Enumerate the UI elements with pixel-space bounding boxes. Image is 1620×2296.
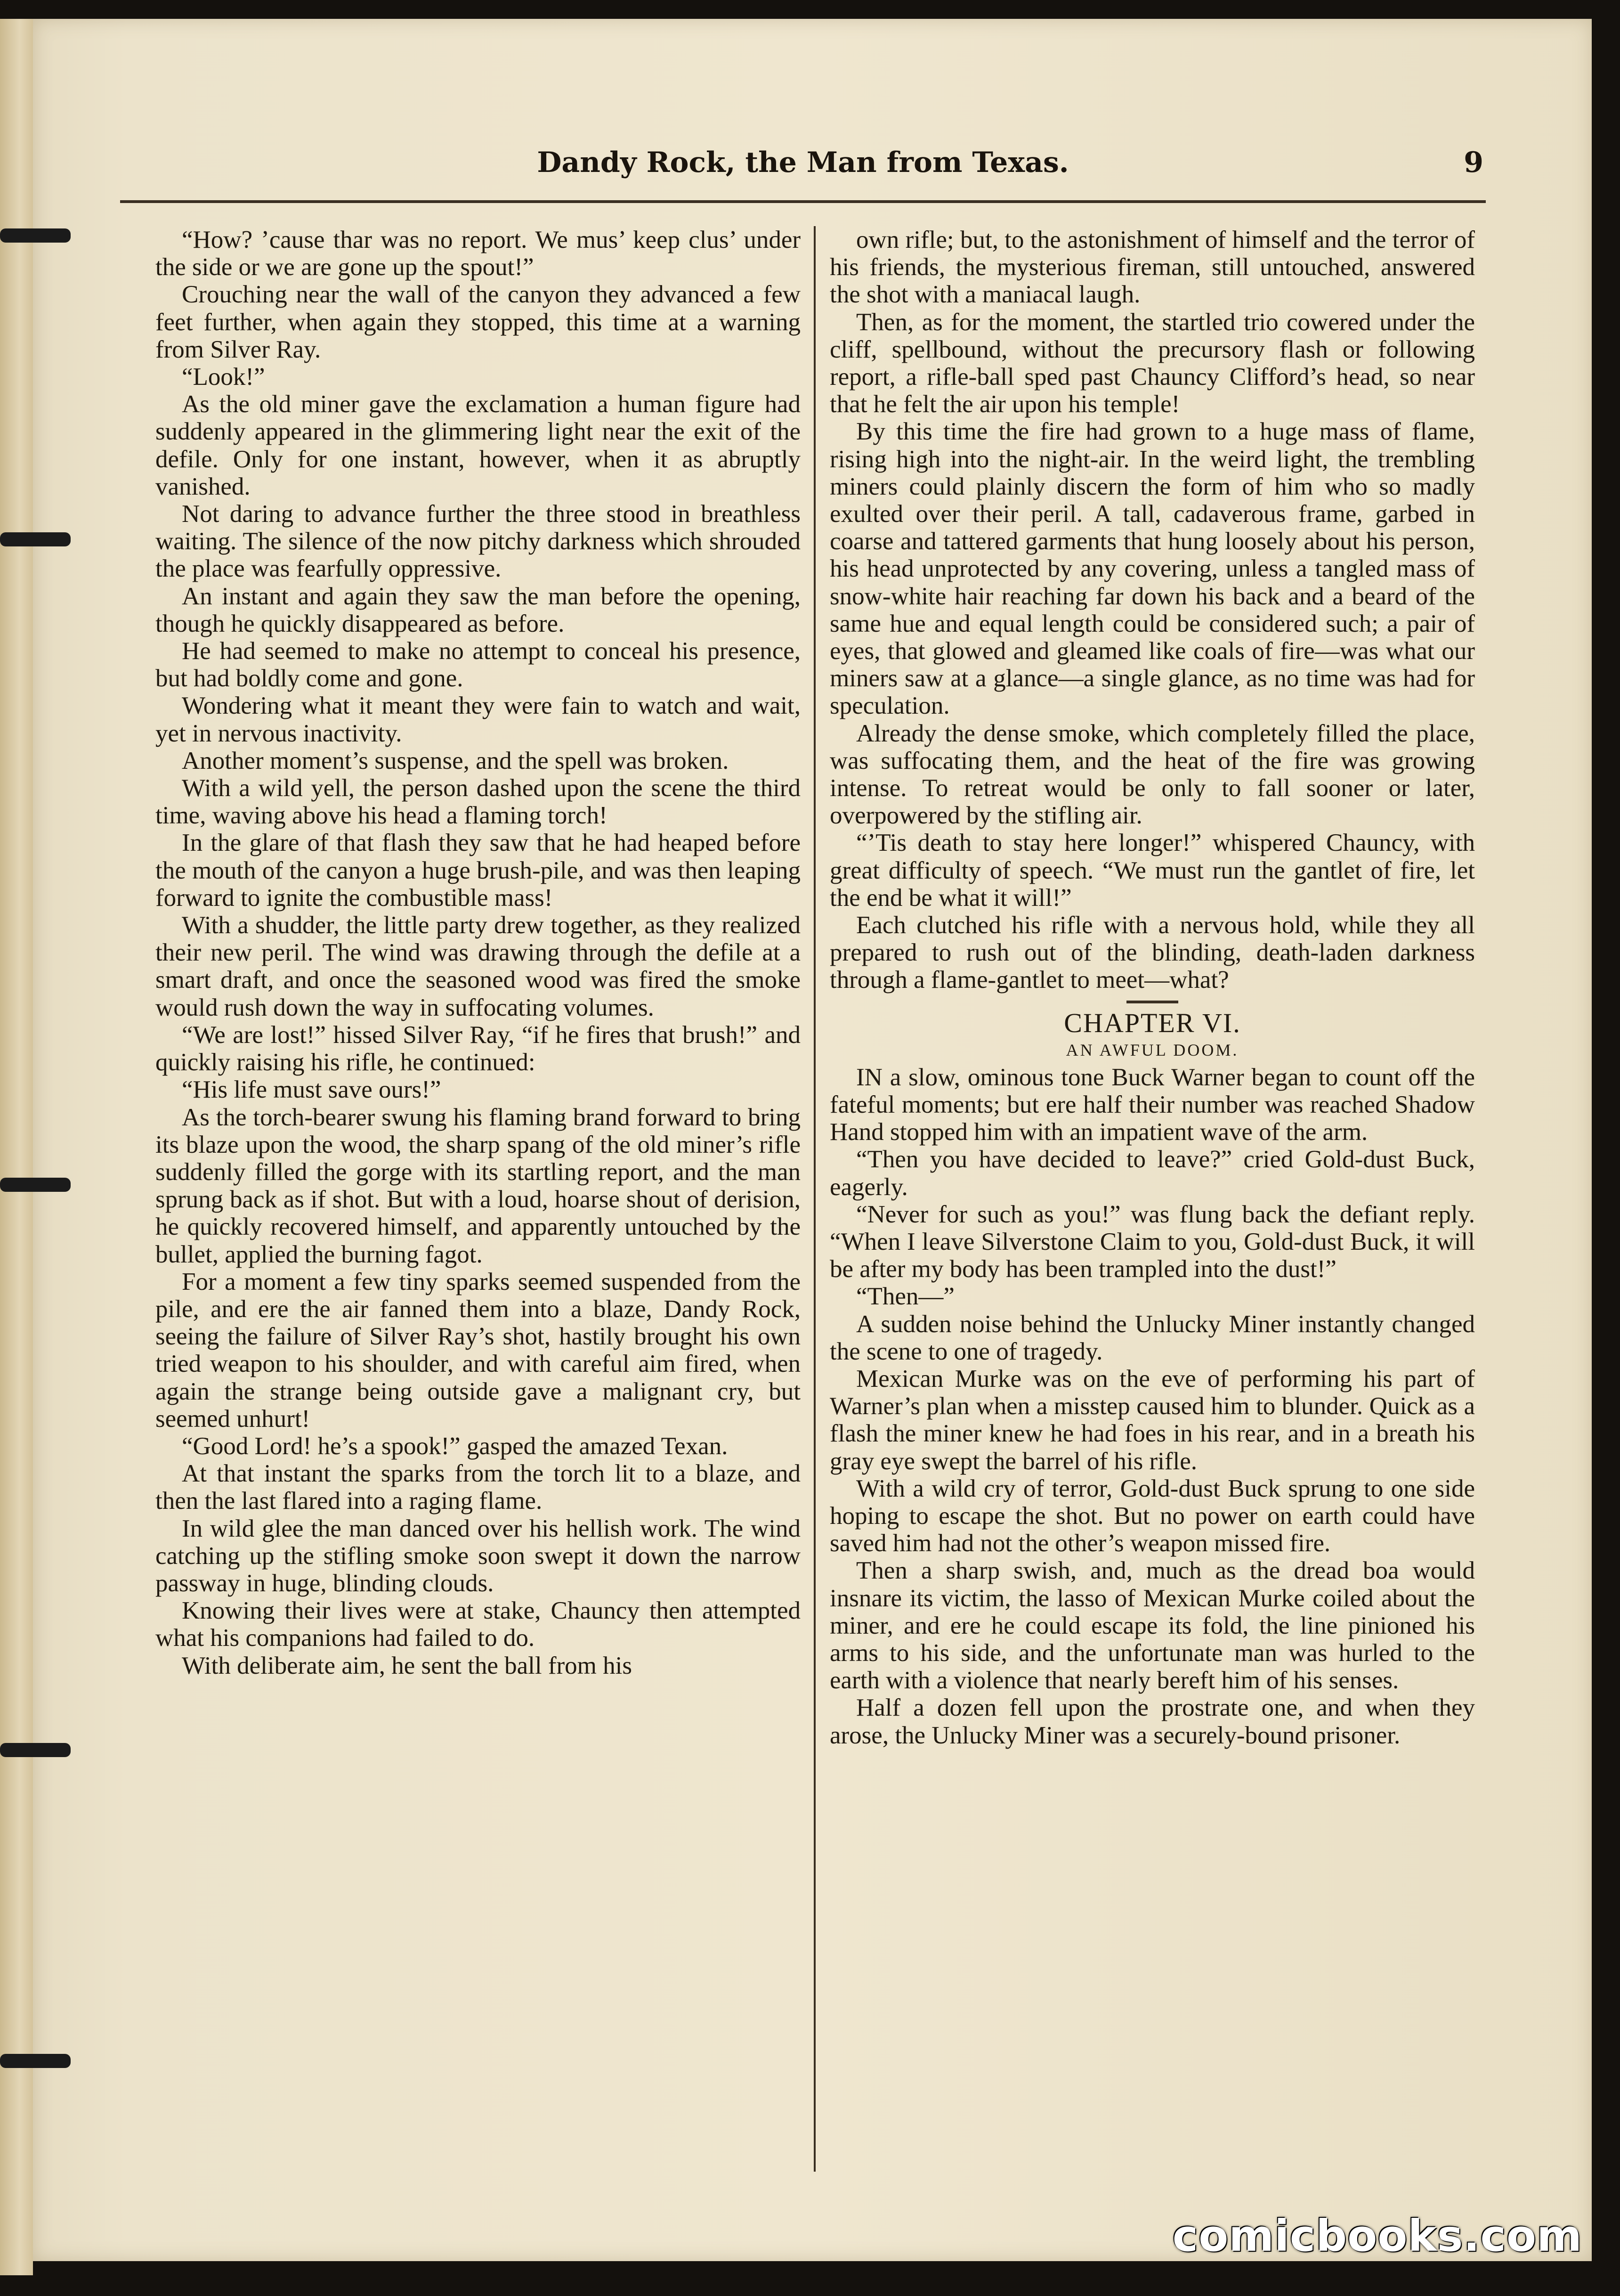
book-spine-edge (0, 19, 33, 2275)
paragraph: With a wild yell, the person dashed upon the scene the third time, waving above his head a flaming torch! (155, 774, 801, 830)
paragraph: He had seemed to make no attempt to conceal his presence, but had boldly come and gone. (155, 637, 801, 692)
paragraph: At that instant the sparks from the torch lit to a blaze, and then the last flared into a raging flame. (155, 1460, 801, 1515)
paragraph: With a shudder, the little party drew together, as they realized their new peril. The wind was drawing through the defile at a smart draft, and once the seasoned wood was fired the smoke would rush down the way in suffocating volumes. (155, 912, 801, 1021)
paragraph: “His life must save ours!” (182, 1076, 441, 1104)
paragraph: “Look!” (182, 363, 265, 391)
paragraph: Then a sharp swish, and, much as the dread boa would insnare its victim, the lasso of Mexican Murke coiled about the miner, and ere he could escape its fold, the line pinioned his arms to his side, and the unfortunate man was hurled to the earth with a violence that nearly bereft him of his senses. (830, 1557, 1475, 1694)
paragraph: Half a dozen fell upon the prostrate one, and when they arose, the Unlucky Miner was a securely-bound prisoner. (830, 1694, 1475, 1749)
chapter-body (830, 1064, 1475, 1749)
chapter-title: AN AWFUL DOOM. (1066, 1040, 1239, 1059)
paragraph: With deliberate aim, he sent the ball from his (182, 1652, 632, 1679)
paragraph: Not daring to advance further the three stood in breathless waiting. The silence of the now pitchy darkness which shrouded the place was fearfully oppressive. (155, 500, 801, 583)
paragraph: IN a slow, ominous tone Buck Warner began to count off the fateful moments; but ere half their number was reached Shadow Hand stopped him with an impatient wave of the arm. (830, 1063, 1475, 1146)
column-divider (814, 226, 816, 2172)
right-column-continuation (830, 226, 1475, 994)
paragraph: “How? ’cause thar was no report. We mus’ keep clus’ under the side or we are gone up the spout!” (155, 226, 801, 281)
paragraph: Then, as for the moment, the startled trio cowered under the cliff, spellbound, without the precursory flash or following report, a rifle-ball sped past Chauncy Clifford’s head, so near that he felt the air upon his temple! (830, 308, 1475, 418)
page-number: 9 (1464, 146, 1483, 179)
paragraph: “Good Lord! he’s a spook!” gasped the amazed Texan. (182, 1432, 728, 1460)
paragraph: By this time the fire had grown to a huge mass of flame, rising high into the night-air. In the weird light, the trembling miners could plainly discern the form of him who so madly exulted over their peril. A tall, cadaverous frame, garbed in coarse and tattered garments that hung loosely about his person, his head unprotected by any covering, unless a tangled mass of snow-white hair reaching far down his back and a beard of the same hue and equal length could be considered such; a pair of eyes, that glowed and gleamed like coals of fire—was what our miners saw at a glance—a single glance, as no time was had for speculation. (830, 418, 1475, 720)
paragraph: own rifle; but, to the astonishment of himself and the terror of his friends, the mysterious fireman, still untouched, answered the shot with a maniacal laugh. (830, 226, 1475, 309)
binding-string-mark (0, 2054, 71, 2068)
paragraph: In wild glee the man danced over his hellish work. The wind catching up the stifling smoke soon swept it down the narrow passway in huge, blinding clouds. (155, 1514, 801, 1597)
paragraph: A sudden noise behind the Unlucky Miner instantly changed the scene to one of tragedy. (830, 1310, 1475, 1365)
paragraph: “Never for such as you!” was flung back the defiant reply. “When I leave Silverstone Claim to you, Gold-dust Buck, it will be after my body has been trampled into the dust!” (830, 1200, 1475, 1283)
paragraph: With a wild cry of terror, Gold-dust Buck sprung to one side hoping to escape the shot. But no power on earth could have saved him had not the other’s weapon missed fire. (830, 1474, 1475, 1557)
paragraph: “Then—” (856, 1283, 955, 1311)
paragraph: Another moment’s suspense, and the spell was broken. (182, 747, 729, 774)
paragraph: Each clutched his rifle with a nervous hold, while they all prepared to rush out of the blinding, death-laden darkness through a flame-gantlet to meet—what? (830, 912, 1475, 994)
paragraph: “’Tis death to stay here longer!” whispered Chauncy, with great difficulty of speech. “We must run the gantlet of fire, let the end be what it will!” (830, 829, 1475, 912)
binding-string-mark (0, 228, 71, 243)
paragraph: For a moment a few tiny sparks seemed suspended from the pile, and ere the air fanned them into a blaze, Dandy Rock, seeing the failure of Silver Ray’s shot, hastily brought his own tried weapon to his shoulder, and with careful aim fired, when again the strange being outside gave a malignant cry, but seemed unhurt! (155, 1268, 801, 1433)
binding-string-mark (0, 532, 71, 546)
paragraph: Knowing their lives were at stake, Chauncy then attempted what his companions had failed to do. (155, 1597, 801, 1652)
paragraph: “We are lost!” hissed Silver Ray, “if he fires that brush!” and quickly raising his rifle, he continued: (155, 1021, 801, 1076)
paragraph: An instant and again they saw the man before the opening, though he quickly disappeared as before. (155, 582, 801, 637)
paragraph: Already the dense smoke, which completely filled the place, was suffocating them, and the heat of the fire was growing intense. To retreat would be only to fall sooner or later, overpowered by the stifling air. (830, 719, 1475, 830)
paragraph: Crouching near the wall of the canyon they advanced a few feet further, when again they stopped, this time at a warning from Silver Ray. (155, 281, 801, 363)
paragraph: “Then you have decided to leave?” cried Gold-dust Buck, eagerly. (830, 1146, 1475, 1201)
paragraph: In the glare of that flash they saw that he had heaped before the mouth of the canyon a huge brush-pile, and was then leaping forward to ignite the combustible mass! (155, 829, 801, 912)
chapter-heading: CHAPTER VI. (1064, 1007, 1241, 1038)
paragraph: Wondering what it meant they were fain to watch and wait, yet in nervous inactivity. (155, 692, 801, 747)
binding-string-mark (0, 1743, 71, 1757)
paragraph: As the torch-bearer swung his flaming brand forward to bring its blaze upon the wood, the sharp spang of the old miner’s rifle suddenly filled the gorge with its startling report, and the man sprung back as if shot. But with a loud, hoarse shout of derision, he quickly recovered himself, and apparently untouched by the bullet, applied the burning fagot. (155, 1103, 801, 1268)
right-text-column (830, 226, 1475, 2176)
chapter-rule (1126, 1001, 1178, 1003)
running-title: Dandy Rock, the Man from Texas. (537, 146, 1069, 179)
paragraph: Mexican Murke was on the eve of performing his part of Warner’s plan when a misstep caused him to blunder. Quick as a flash the miner knew he had foes in his rear, and in a breath his gray eye swept the barrel of his rifle. (830, 1365, 1475, 1475)
binding-string-mark (0, 1178, 71, 1192)
page-header (122, 141, 1483, 198)
watermark: comicbooks.com (1172, 2211, 1582, 2261)
header-rule (120, 200, 1486, 203)
paragraph: As the old miner gave the exclamation a human figure had suddenly appeared in the glimmering light near the exit of the defile. Only for one instant, however, when it as abruptly vanished. (155, 391, 801, 500)
left-text-column (155, 226, 801, 2176)
